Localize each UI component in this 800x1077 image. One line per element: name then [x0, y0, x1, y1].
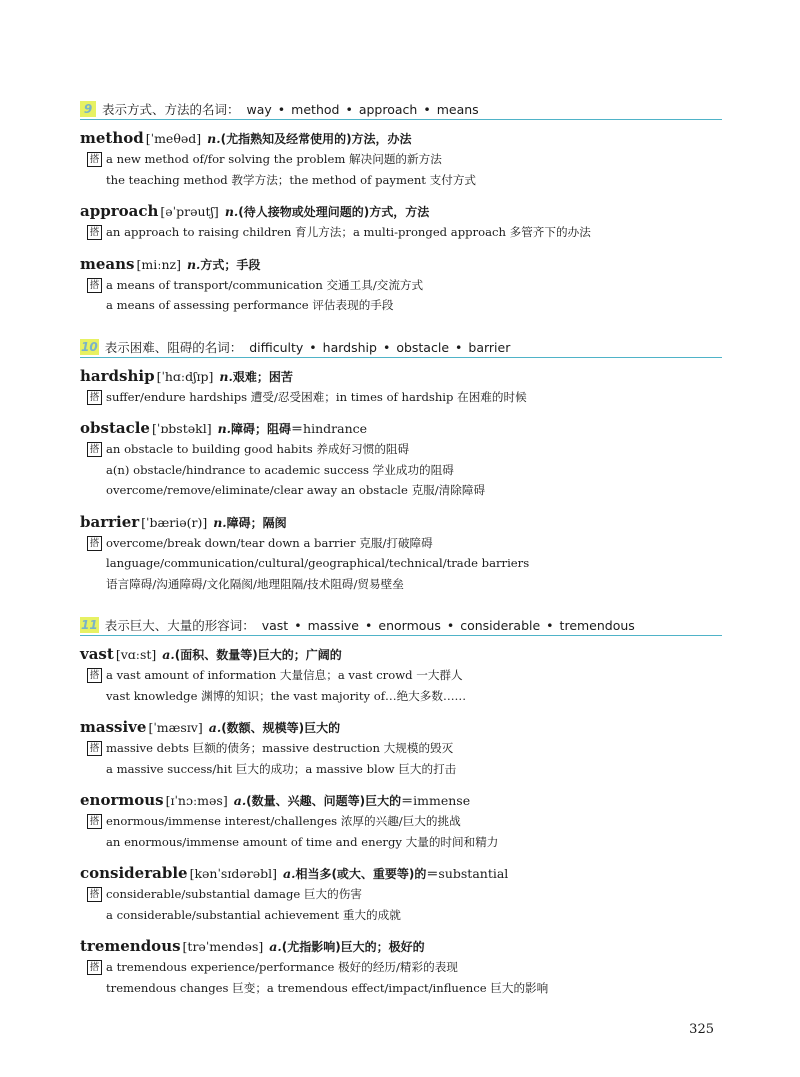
phonetic: [ˈhɑːdʃɪp]: [156, 368, 214, 384]
phonetic: [əˈprəutʃ]: [160, 204, 219, 219]
headword: massive: [80, 718, 147, 736]
headword: approach: [80, 202, 159, 220]
collocation-block: [80, 884, 722, 925]
collocation-line: overcome/remove/eliminate/clear away an obstacle 克服/清除障碍: [106, 483, 486, 497]
part-of-speech: a.: [282, 866, 296, 881]
bullet-separator: •: [309, 339, 317, 355]
definition: 方式；手段: [200, 257, 261, 272]
section-title: 表示困难、阻碍的名词：: [104, 339, 243, 355]
vocab-section: [80, 616, 722, 998]
collocation-block: [80, 439, 722, 501]
section-word: difficulty: [249, 339, 304, 355]
part-of-speech: a.: [269, 939, 282, 954]
collocation-line: a means of assessing performance 评估表现的手段: [106, 298, 394, 312]
headword: hardship: [80, 366, 155, 385]
collocation-line: a(n) obstacle/hindrance to academic success 学业成功的阻碍: [106, 462, 454, 477]
bullet-separator: •: [365, 618, 373, 633]
section-number: 11: [81, 618, 98, 632]
collocation-mark: 搭: [87, 887, 102, 902]
dictionary-entry: [80, 863, 722, 925]
collocation-line: considerable/substantial damage 巨大的伤害: [106, 887, 362, 901]
definition: (待人接物或处理问题的)方式，方法: [238, 205, 430, 219]
part-of-speech: n.: [207, 131, 221, 146]
part-of-speech: n.: [224, 204, 239, 219]
section-word: tremendous: [559, 618, 635, 633]
bullet-separator: •: [446, 618, 455, 633]
dictionary-entry: [80, 512, 722, 595]
phonetic: [ˈmæsɪv]: [148, 720, 203, 735]
phonetic: [trəˈmendəs]: [182, 939, 264, 954]
part-of-speech: n.: [217, 421, 232, 436]
bullet-separator: •: [423, 102, 431, 117]
collocation-mark: 搭: [87, 741, 102, 756]
phonetic: [kənˈsɪdərəbl]: [189, 866, 277, 881]
phonetic: [ˈɒbstəkl]: [151, 421, 212, 436]
headword: considerable: [80, 864, 188, 882]
collocation-mark: 搭: [87, 278, 102, 293]
collocation-line: a massive success/hit 巨大的成功；a massive blow 巨大的打击: [106, 761, 457, 776]
dictionary-entry: [80, 936, 722, 998]
collocation-mark: 搭: [87, 390, 102, 405]
headword: vast: [80, 645, 114, 663]
collocation-mark: 搭: [87, 225, 102, 240]
bullet-separator: •: [345, 102, 353, 117]
collocation-block: [80, 149, 722, 190]
entry-header: [80, 644, 722, 665]
section-title: 表示巨大、大量的形容词：: [104, 618, 255, 633]
collocation-mark: 搭: [87, 442, 102, 457]
dictionary-entry: [80, 717, 722, 779]
collocation-block: [80, 957, 722, 998]
headword: obstacle: [80, 419, 150, 437]
synonym: immense: [413, 793, 471, 808]
section-word: way: [246, 102, 272, 117]
collocation-block: [80, 275, 722, 316]
section-header: [80, 100, 722, 120]
vocab-section: [80, 100, 722, 316]
collocation-line: vast knowledge 渊博的知识；the vast majority of…绝大多数……: [106, 688, 467, 703]
section-header: [80, 338, 722, 358]
bullet-separator: •: [382, 339, 391, 355]
collocation-mark: 搭: [87, 536, 102, 551]
collocation-line: suffer/endure hardships 遭受/忍受困难；in times of hardship 在困难的时候: [106, 389, 527, 404]
entry-header: [80, 717, 722, 738]
section-word: method: [291, 102, 340, 117]
entry-header: [80, 201, 722, 222]
entry-header: [80, 366, 722, 387]
phonetic: [miːnz]: [136, 256, 181, 272]
section-word: enormous: [378, 618, 441, 633]
headword: tremendous: [80, 937, 181, 955]
definition: (数额、规模等)巨大的: [221, 721, 341, 735]
definition: (尤指影响)巨大的；极好的: [281, 940, 425, 954]
collocation-line: massive debts 巨额的债务；massive destruction 大规模的毁灭: [106, 741, 454, 755]
entry-header: [80, 936, 722, 957]
collocation-mark: 搭: [87, 668, 102, 683]
bullet-separator: •: [294, 618, 302, 633]
part-of-speech: n.: [219, 368, 233, 384]
section-word-list: [244, 102, 482, 117]
collocation-line: enormous/immense interest/challenges 浓厚的兴趣/巨大的挑战: [106, 814, 461, 828]
phonetic: [vɑːst]: [115, 647, 157, 662]
collocation-line: an obstacle to building good habits 养成好习惯的阻碍: [106, 442, 410, 456]
entry-header: [80, 790, 722, 811]
part-of-speech: a.: [233, 793, 247, 808]
phonetic: [ˈmeθəd]: [145, 131, 202, 146]
part-of-speech: a.: [208, 720, 222, 735]
dictionary-entry: [80, 790, 722, 852]
section-word: approach: [358, 102, 418, 117]
part-of-speech: n.: [213, 514, 227, 530]
section-word: means: [436, 102, 479, 117]
collocation-line: the teaching method 教学方法；the method of payment 支付方式: [106, 172, 477, 187]
entry-header: [80, 418, 722, 439]
section-word: considerable: [460, 618, 541, 633]
collocation-line: a considerable/substantial achievement 重大的成就: [106, 907, 401, 922]
collocation-line: a new method of/for solving the problem 解决问题的新方法: [106, 152, 442, 166]
section-header: [80, 616, 722, 636]
collocation-mark: 搭: [87, 152, 102, 167]
collocation-block: [80, 387, 722, 408]
collocation-mark: 搭: [87, 814, 102, 829]
collocation-block: [80, 811, 722, 852]
part-of-speech: n.: [186, 256, 201, 272]
collocation-block: [80, 665, 722, 706]
headword: means: [80, 254, 135, 273]
synonym: substantial: [438, 866, 509, 881]
collocation-line: overcome/break down/tear down a barrier 克服/打破障碍: [106, 535, 433, 550]
dictionary-entry: [80, 418, 722, 501]
section-word-list: [259, 618, 638, 633]
entry-header: [80, 254, 722, 275]
collocation-line: an enormous/immense amount of time and energy 大量的时间和精力: [106, 834, 499, 849]
section-word-list: [246, 340, 513, 355]
section-word: vast: [261, 618, 289, 633]
vocab-section: [80, 338, 722, 595]
section-word: barrier: [468, 339, 511, 355]
entry-header: [80, 512, 722, 533]
part-of-speech: a.: [162, 647, 175, 662]
bullet-separator: •: [277, 102, 286, 117]
headword: barrier: [80, 512, 140, 531]
collocation-line: a vast amount of information 大量信息；a vast crowd 一大群人: [106, 668, 463, 682]
section-number: 10: [81, 339, 98, 354]
definition: 相当多(或大、重要等)的＝: [295, 867, 439, 881]
collocation-block: [80, 222, 722, 243]
collocation-line: tremendous changes 巨变；a tremendous effect/impact/influence 巨大的影响: [106, 980, 549, 995]
section-word: hardship: [322, 339, 377, 355]
section-word: obstacle: [396, 339, 450, 355]
definition: 障碍；阻碍＝: [231, 422, 304, 436]
dictionary-entry: [80, 201, 722, 243]
headword: method: [80, 129, 144, 147]
collocation-line: 语言障碍/沟通障碍/文化隔阂/地理阻隔/技术阻碍/贸易壁垒: [106, 576, 404, 591]
collocation-block: [80, 738, 722, 779]
collocation-line: a means of transport/communication 交通工具/交流方式: [106, 277, 424, 292]
definition: (面积、数量等)巨大的；广阔的: [174, 648, 342, 662]
synonym: hindrance: [303, 421, 368, 436]
dictionary-entry: [80, 254, 722, 316]
dictionary-entry: [80, 644, 722, 706]
entry-header: [80, 863, 722, 884]
section-word: massive: [307, 618, 360, 633]
definition: 艰难；困苦: [232, 369, 293, 384]
section-number: 9: [80, 101, 96, 117]
collocation-line: language/communication/cultural/geographical/technical/trade barriers: [106, 556, 530, 570]
page-content: [80, 100, 722, 1020]
dictionary-entry: [80, 128, 722, 190]
section-title: 表示方式、方法的名词：: [102, 102, 240, 117]
phonetic: [ˈbæriə(r)]: [141, 514, 208, 530]
collocation-line: an approach to raising children 育儿方法；a multi-pronged approach 多管齐下的办法: [106, 225, 591, 239]
collocation-line: a tremendous experience/performance 极好的经历/精彩的表现: [106, 960, 458, 974]
collocation-mark: 搭: [87, 960, 102, 975]
collocation-block: [80, 533, 722, 595]
headword: enormous: [80, 791, 164, 809]
definition: 障碍；隔阂: [226, 515, 287, 530]
bullet-separator: •: [546, 618, 554, 633]
page-number: 325: [689, 1022, 714, 1037]
dictionary-entry: [80, 366, 722, 408]
definition: (尤指熟知及经常使用的)方法，办法: [220, 132, 412, 146]
bullet-separator: •: [455, 339, 463, 355]
entry-header: [80, 128, 722, 149]
definition: (数量、兴趣、问题等)巨大的＝: [246, 794, 414, 808]
phonetic: [ɪˈnɔːməs]: [165, 793, 228, 808]
